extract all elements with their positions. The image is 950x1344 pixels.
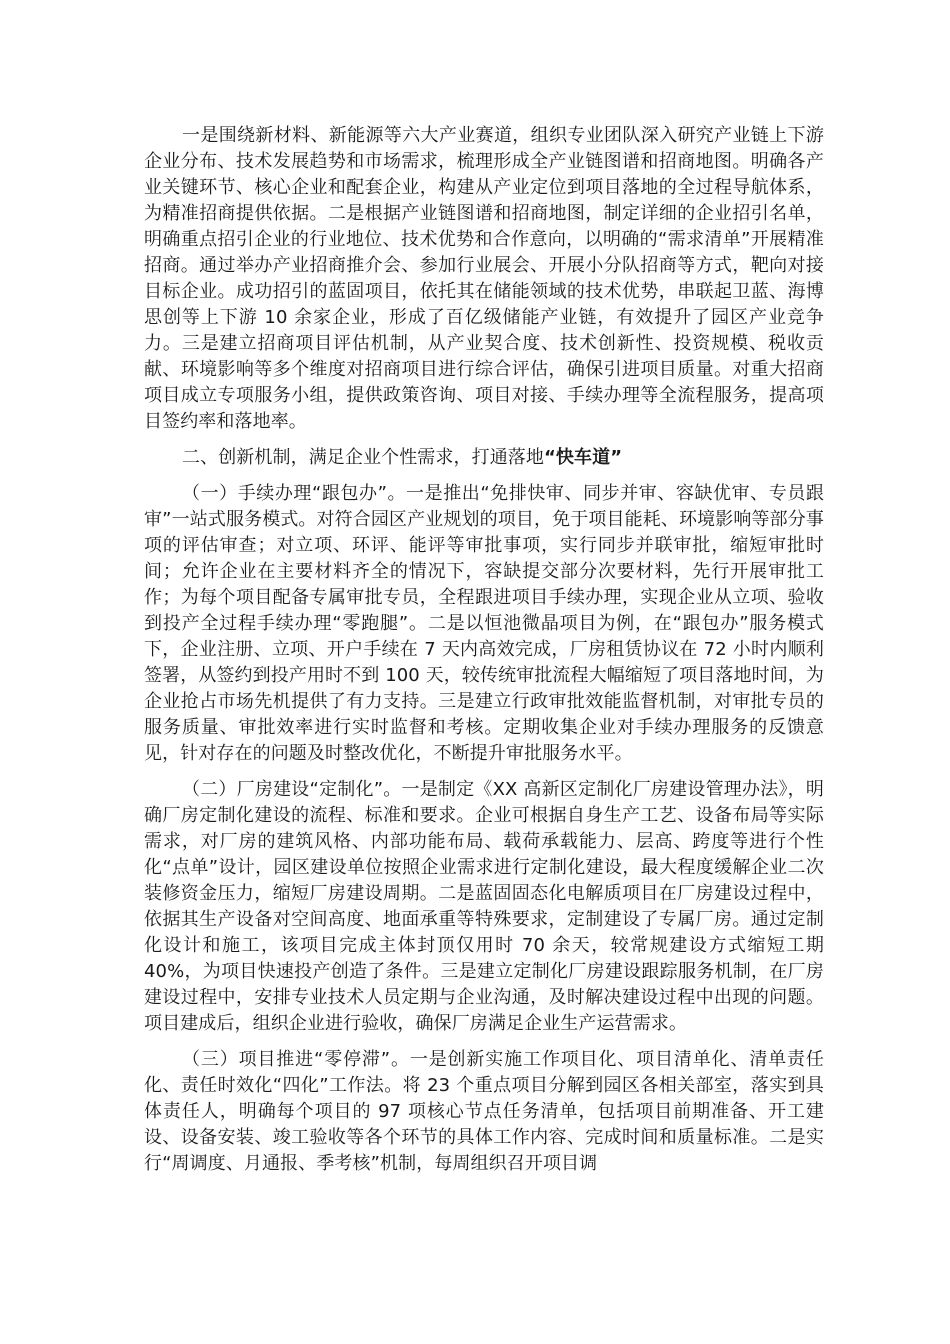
paragraph-4-lead: （三）项目推进 <box>182 1049 315 1070</box>
paragraph-2-text: “跟包办”。一是推出“免排快审、同步并审、容缺优审、专员跟审”一站式服务模式。对符合园区产业规划的项目，免于项目能耗、环境影响等部分事项的评估审查；对立项、环评、能评等审批事项，实行同步并联审批，缩短审批时间；允许企业在主要材料齐全的情况下，容缺提交部分次要材料，先行开展审批工作；为每个项目配备专属审批专员，全程跟进项目手续办理，实现企业从立项、验收到投产全过程手续办理“零跑腿”。二是以恒池微晶项目为例，在“跟包办”服务模式下，企业注册、立项、开户手续在 7 天内高效完成，厂房租赁协议在 72 小时内顺利签署，从签约到投产用时不到 100 天，较传统审批流程大幅缩短了项目落地时间，为企业抢占市场先机提供了有力支持。三是建立行政审批效能监督机制，对审批专员的服务质量、审批效率进行实时监督和考核。定期收集企业对手续办理服务的反馈意见，针对存在的问题及时整改优化，不断提升审批服务水平。 <box>144 483 824 764</box>
paragraph-3-lead: （二）厂房建设 <box>182 779 310 800</box>
paragraph-1-text: 一是围绕新材料、新能源等六大产业赛道，组织专业团队深入研究产业链上下游企业分布、技术发展趋势和市场需求，梳理形成全产业链图谱和招商地图。明确各产业关键环节、核心企业和配套企业，构建从产业定位到项目落地的全过程导航体系，为精准招商提供依据。二是根据产业链图谱和招商地图，制定详细的企业招引名单，明确重点招引企业的行业地位、技术优势和合作意向，以明确的“需求清单”开展精准招商。通过举办产业招商推介会、参加行业展会、开展小分队招商等方式，靶向对接目标企业。成功招引的蓝固项目，依托其在储能领域的技术优势，串联起卫蓝、海博思创等上下游 10 余家企业，形成了百亿级储能产业链，有效提升了园区产业竞争力。三是建立招商项目评估机制，从产业契合度、技术创新性、投资规模、税收贡献、环境影响等多个维度对招商项目进行综合评估，确保引进项目质量。对重大招商项目成立专项服务小组，提供政策咨询、项目对接、手续办理等全流程服务，提高项目签约率和落地率。 <box>144 125 824 432</box>
section-heading-emphasis: “快车道” <box>544 447 623 468</box>
body-paragraph-1 <box>144 123 824 435</box>
section-heading-text: 二、创新机制，满足企业个性需求，打通落地 <box>182 447 544 468</box>
paragraph-3-text: “定制化”。一是制定《XX 高新区定制化厂房建设管理办法》，明确厂房定制化建设的流程、标准和要求。企业可根据自身生产工艺、设备布局等实际需求，对厂房的建筑风格、内部功能布局、载荷承载能力、层高、跨度等进行个性化“点单”设计，园区建设单位按照企业需求进行定制化建设，最大程度缓解企业二次装修资金压力，缩短厂房建设周期。二是蓝固固态化电解质项目在厂房建设过程中，依据其生产设备对空间高度、地面承重等特殊要求，定制建设了专属厂房。通过定制化设计和施工，该项目完成主体封顶仅用时 70 余天，较常规建设方式缩短工期 40%，为项目快速投产创造了条件。三是建立定制化厂房建设跟踪服务机制，在厂房建设过程中，安排专业技术人员定期与企业沟通，及时解决建设过程中出现的问题。项目建成后，组织企业进行验收，确保厂房满足企业生产运营需求。 <box>144 779 824 1034</box>
body-paragraph-4 <box>144 1047 824 1177</box>
paragraph-4-text: “零停滞”。一是创新实施工作项目化、项目清单化、清单责任化、责任时效化“四化”工作法。将 23 个重点项目分解到园区各相关部室，落实到具体责任人，明确每个项目的 97 项核心节点任务清单，包括项目前期准备、开工建设、设备安装、竣工验收等各个环节的具体工作内容、完成时间和质量标准。二是实行“周调度、月通报、季考核”机制，每周组织召开项目调 <box>144 1049 825 1174</box>
body-paragraph-2 <box>144 481 824 767</box>
document-page <box>144 123 824 1177</box>
body-paragraph-3 <box>144 777 824 1037</box>
paragraph-2-lead: （一）手续办理 <box>182 483 312 504</box>
section-heading <box>144 445 824 471</box>
